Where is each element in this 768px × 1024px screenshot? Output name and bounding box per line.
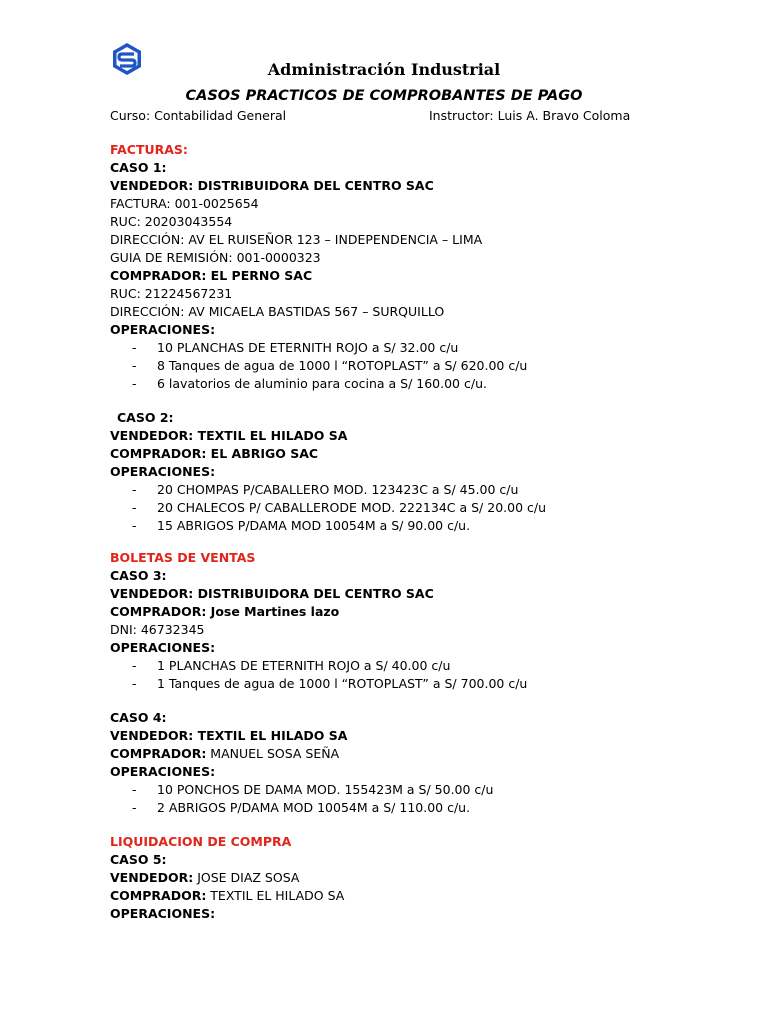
bullet-dash: - (132, 340, 137, 355)
caso5-vendedor (110, 869, 299, 887)
caso4-vendedor: VENDEDOR: TEXTIL EL HILADO SA (110, 728, 348, 743)
caso3-vendedor: VENDEDOR: DISTRIBUIDORA DEL CENTRO SAC (110, 586, 434, 601)
caso1-direccion-comprador: DIRECCIÓN: AV MICAELA BASTIDAS 567 – SURQUILLO (110, 304, 445, 319)
caso5-vendedor-label: VENDEDOR: (110, 870, 194, 885)
caso5-vendedor-name: JOSE DIAZ SOSA (193, 870, 300, 885)
caso5-operaciones-label: OPERACIONES: (110, 906, 216, 921)
caso1-factura: FACTURA: 001-0025654 (110, 196, 259, 211)
caso3-label: CASO 3: (110, 568, 167, 583)
caso3-operaciones-label: OPERACIONES: (110, 640, 216, 655)
caso1-operaciones-label: OPERACIONES: (110, 322, 216, 337)
course-label: Curso: Contabilidad General (110, 108, 287, 123)
document-subtitle: CASOS PRACTICOS DE COMPROBANTES DE PAGO (185, 88, 583, 104)
caso5-label: CASO 5: (110, 852, 167, 867)
bullet-dash: - (132, 658, 137, 673)
item-text: 15 ABRIGOS P/DAMA MOD 10054M a S/ 90.00 c/u. (157, 518, 471, 533)
caso1-guia-remision: GUIA DE REMISIÓN: 001-0000323 (110, 250, 321, 265)
caso4-operaciones-label: OPERACIONES: (110, 764, 216, 779)
item-text: 1 PLANCHAS DE ETERNITH ROJO a S/ 40.00 c/u (157, 658, 451, 673)
caso3-comprador: COMPRADOR: Jose Martines lazo (110, 604, 340, 619)
caso2-vendedor: VENDEDOR: TEXTIL EL HILADO SA (110, 428, 348, 443)
caso4-comprador-name: MANUEL SOSA SEÑA (206, 746, 340, 761)
item-text: 2 ABRIGOS P/DAMA MOD 10054M a S/ 110.00 c/u. (157, 800, 471, 815)
bullet-dash: - (132, 376, 137, 391)
caso1-ruc-comprador: RUC: 21224567231 (110, 286, 233, 301)
bullet-dash: - (132, 800, 137, 815)
caso2-comprador: COMPRADOR: EL ABRIGO SAC (110, 446, 319, 461)
bullet-dash: - (132, 500, 137, 515)
caso2-operaciones-label: OPERACIONES: (110, 464, 216, 479)
caso1-comprador: COMPRADOR: EL PERNO SAC (110, 268, 313, 283)
caso4-label: CASO 4: (110, 710, 167, 725)
section-heading-liquidacion: LIQUIDACION DE COMPRA (110, 834, 292, 849)
instructor-label: Instructor: Luis A. Bravo Coloma (429, 108, 631, 123)
bullet-dash: - (132, 676, 137, 691)
item-text: 20 CHOMPAS P/CABALLERO MOD. 123423C a S/ 45.00 c/u (157, 482, 519, 497)
caso1-ruc-vendedor: RUC: 20203043554 (110, 214, 233, 229)
item-text: 6 lavatorios de aluminio para cocina a S/ 160.00 c/u. (157, 376, 487, 391)
caso4-comprador (110, 745, 339, 763)
caso5-comprador (110, 887, 344, 905)
bullet-dash: - (132, 782, 137, 797)
item-text: 20 CHALECOS P/ CABALLERODE MOD. 222134C a S/ 20.00 c/u (157, 500, 547, 515)
bullet-dash: - (132, 482, 137, 497)
bullet-dash: - (132, 518, 137, 533)
section-heading-facturas: FACTURAS: (110, 142, 188, 157)
item-text: 8 Tanques de agua de 1000 l “ROTOPLAST” a S/ 620.00 c/u (157, 358, 528, 373)
item-text: 10 PONCHOS DE DAMA MOD. 155423M a S/ 50.00 c/u (157, 782, 494, 797)
section-heading-boletas: BOLETAS DE VENTAS (110, 550, 256, 565)
caso4-comprador-label: COMPRADOR: (110, 746, 207, 761)
caso5-comprador-name: TEXTIL EL HILADO SA (206, 888, 345, 903)
document-title: Administración Industrial (267, 60, 501, 79)
caso1-label: CASO 1: (110, 160, 167, 175)
caso1-direccion-vendedor: DIRECCIÓN: AV EL RUISEÑOR 123 – INDEPENDENCIA – LIMA (110, 232, 483, 247)
caso3-dni: DNI: 46732345 (110, 622, 205, 637)
item-text: 10 PLANCHAS DE ETERNITH ROJO a S/ 32.00 c/u (157, 340, 459, 355)
caso2-label: CASO 2: (117, 410, 174, 425)
caso5-comprador-label: COMPRADOR: (110, 888, 207, 903)
caso1-vendedor: VENDEDOR: DISTRIBUIDORA DEL CENTRO SAC (110, 178, 434, 193)
bullet-dash: - (132, 358, 137, 373)
item-text: 1 Tanques de agua de 1000 l “ROTOPLAST” a S/ 700.00 c/u (157, 676, 528, 691)
